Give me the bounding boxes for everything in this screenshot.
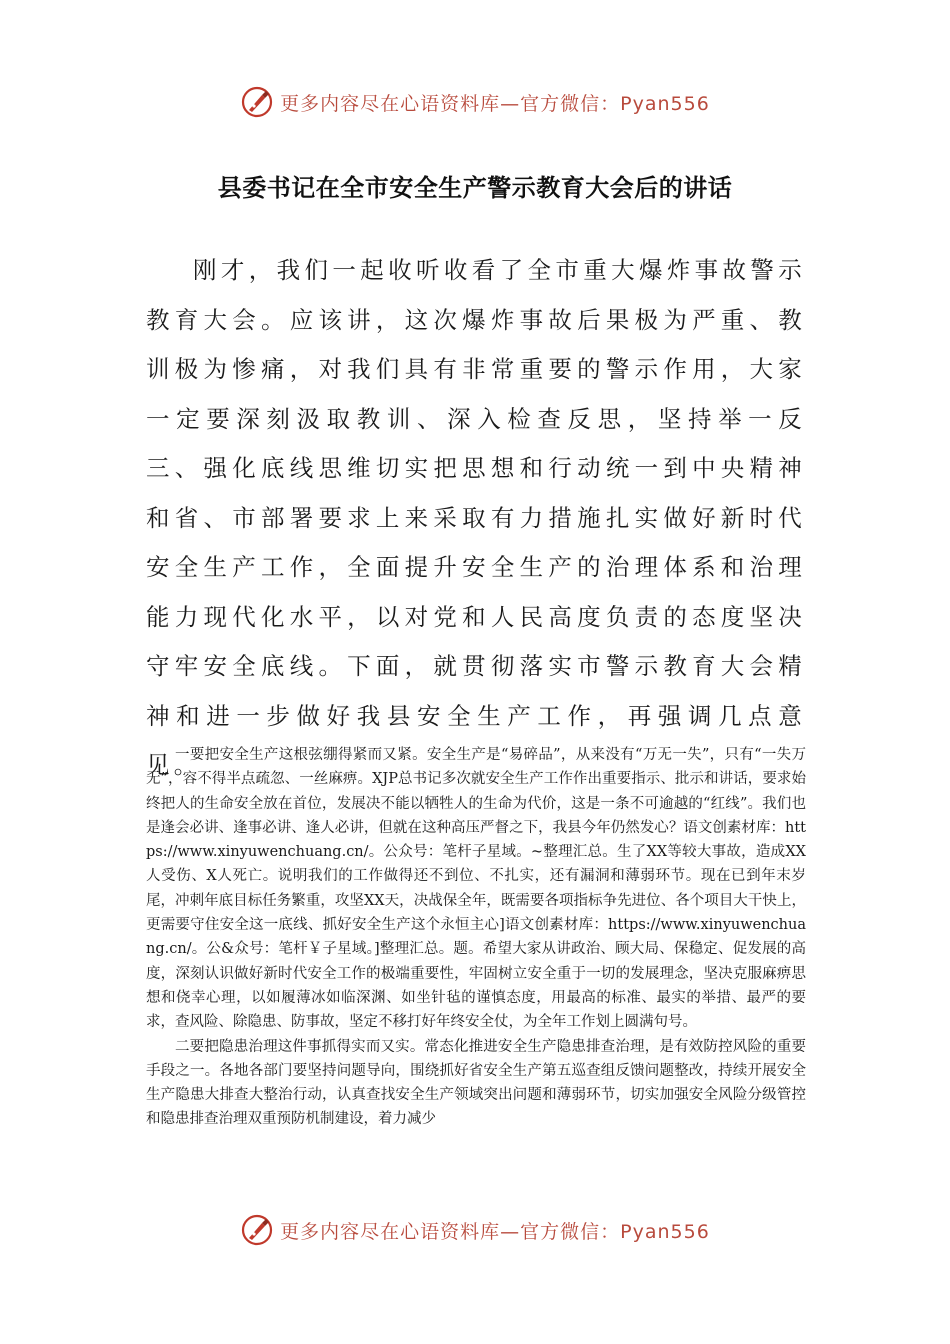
- body-text: [146, 743, 806, 1132]
- watermark-banner-top: [0, 82, 950, 122]
- pen-nib-logo-icon: [240, 1213, 274, 1247]
- pen-nib-logo-icon: [240, 85, 274, 119]
- watermark-banner-bottom: [0, 1210, 950, 1250]
- body-paragraph: 二要把隐患治理这件事抓得实而又实。常态化推进安全生产隐患排查治理，是有效防控风险的重要手段之一。各地各部门要坚持问题导向，围绕抓好省安全生产第五巡查组反馈问题整改，持续开展安全生产隐患大排查大整治行动，认真查找安全生产领域突出问题和薄弱环节，切实加强安全风险分级管控和隐患排查治理双重预防机制建设，着力减少: [146, 1038, 806, 1128]
- watermark-text: 更多内容尽在心语资料库—官方微信：Pyan556: [280, 92, 710, 115]
- body-paragraph: 一要把安全生产这根弦绷得紧而又紧。安全生产是“易碎品”，从来没有“万无一失”，只有“一失万无”，容不得半点疏忽、一丝麻痹。XJP总书记多次就安全生产工作作出重要指示、批示和讲话，要求始终把人的生命安全放在首位，发展决不能以牺牲人的生命为代价，这是一条不可逾越的“红线”。我们也是逢会必讲、逢事必讲、逢人必讲，但就在这种高压严督之下，我县今年仍然发心？语文创素材库：https://www.xinyuwenchuang.cn/。公众号：笔杆子星域。~整理汇总。生了XX等较大事故，造成XX人受伤、X人死亡。说明我们的工作做得还不到位、不扎实，还有漏洞和薄弱环节。现在已到年末岁尾，冲刺年底目标任务繁重，攻坚XX天，决战保全年，既需要各项指标争先进位、各个项目大干快上，更需要守住安全这一底线、抓好安全生产这个永恒主心]语文创素材库：https://www.xinyuwenchuang.cn/。公&众号：笔杆￥子星域。]整理汇总。题。希望大家从讲政治、顾大局、保稳定、促发展的高度，深刻认识做好新时代安全工作的极端重要性，牢固树立安全重于一切的发展理念，坚决克服麻痹思想和侥幸心理，以如履薄冰如临深渊、如坐针毡的谨慎态度，用最高的标准、最实的举措、最严的要求，查风险、除隐患、防事故，坚定不移打好年终安全仗，为全年工作划上圆满句号。: [146, 747, 806, 1031]
- document-title: 县委书记在全市安全生产警示教育大会后的讲话: [217, 174, 733, 202]
- watermark-text: 更多内容尽在心语资料库—官方微信：Pyan556: [280, 1220, 710, 1243]
- intro-paragraph: 刚才，我们一起收听收看了全市重大爆炸事故警示教育大会。应该讲，这次爆炸事故后果极为严重、教训极为惨痛，对我们具有非常重要的警示作用，大家一定要深刻汲取教训、深入检查反思，坚持举一反三、强化底线思维切实把思想和行动统一到中央精神和省、市部署要求上来采取有力措施扎实做好新时代安全生产工作，全面提升安全生产的治理体系和治理能力现代化水平，以对党和人民高度负责的态度坚决守牢安全底线。下面，就贯彻落实市警示教育大会精神和进一步做好我县安全生产工作，再强调几点意见。: [146, 256, 806, 779]
